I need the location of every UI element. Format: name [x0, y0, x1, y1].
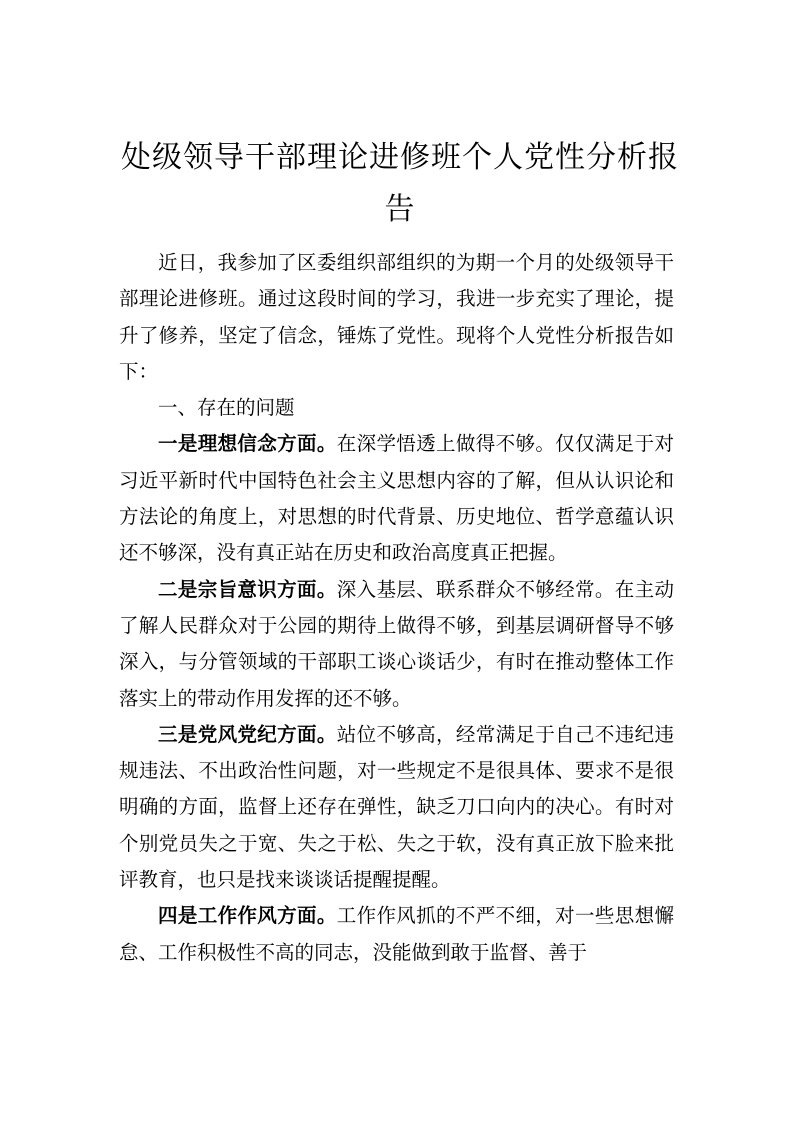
- issue-paragraph-3: [119, 717, 674, 898]
- issue-paragraph-2: [119, 572, 674, 717]
- issue-paragraph-4: [119, 898, 674, 971]
- intro-paragraph: 近日，我参加了区委组织部组织的为期一个月的处级领导干部理论进修班。通过这段时间的学习，我进一步充实了理论，提升了修养，坚定了信念，锤炼了党性。现将个人党性分析报告如下：: [119, 251, 674, 383]
- issue-lead: 二是宗旨意识方面。: [158, 577, 337, 601]
- issue-text: 工作作风抓的不严不细，对一些思想懈怠、工作积极性不高的同志，没能做到敢于监督、善于: [119, 904, 674, 964]
- issue-lead: 三是党风党纪方面。: [158, 722, 337, 746]
- issue-text: 在深学悟透上做得不够。仅仅满足于对习近平新时代中国特色社会主义思想内容的了解，但从认识论和方法论的角度上，对思想的时代背景、历史地位、哲学意蕴认识还不够深，没有真正站在历史和政治高度真正把握。: [119, 432, 674, 565]
- issue-paragraph-1: [119, 426, 674, 571]
- document-body: [119, 245, 674, 971]
- title-line-2: 告: [384, 192, 416, 227]
- document-title: [110, 132, 690, 236]
- issue-lead: 四是工作作风方面。: [158, 904, 337, 928]
- section-heading: 一、存在的问题: [158, 396, 295, 420]
- title-line-1: 处级领导干部理论进修班个人党性分析报: [121, 140, 679, 175]
- issue-text: 站位不够高，经常满足于自己不违纪违规违法、不出政治性问题，对一些规定不是很具体、要求不是很明确的方面，监督上还存在弹性，缺乏刀口向内的决心。有时对个别党员失之于宽、失之于松、失之于软，没有真正放下脸来批评教育，也只是找来谈谈话提醒提醒。: [119, 722, 674, 892]
- issue-lead: 一是理想信念方面。: [158, 432, 337, 456]
- issue-text: 深入基层、联系群众不够经常。在主动了解人民群众对于公园的期待上做得不够，到基层调研督导不够深入，与分管领域的干部职工谈心谈话少，有时在推动整体工作落实上的带动作用发挥的还不够。: [119, 577, 674, 710]
